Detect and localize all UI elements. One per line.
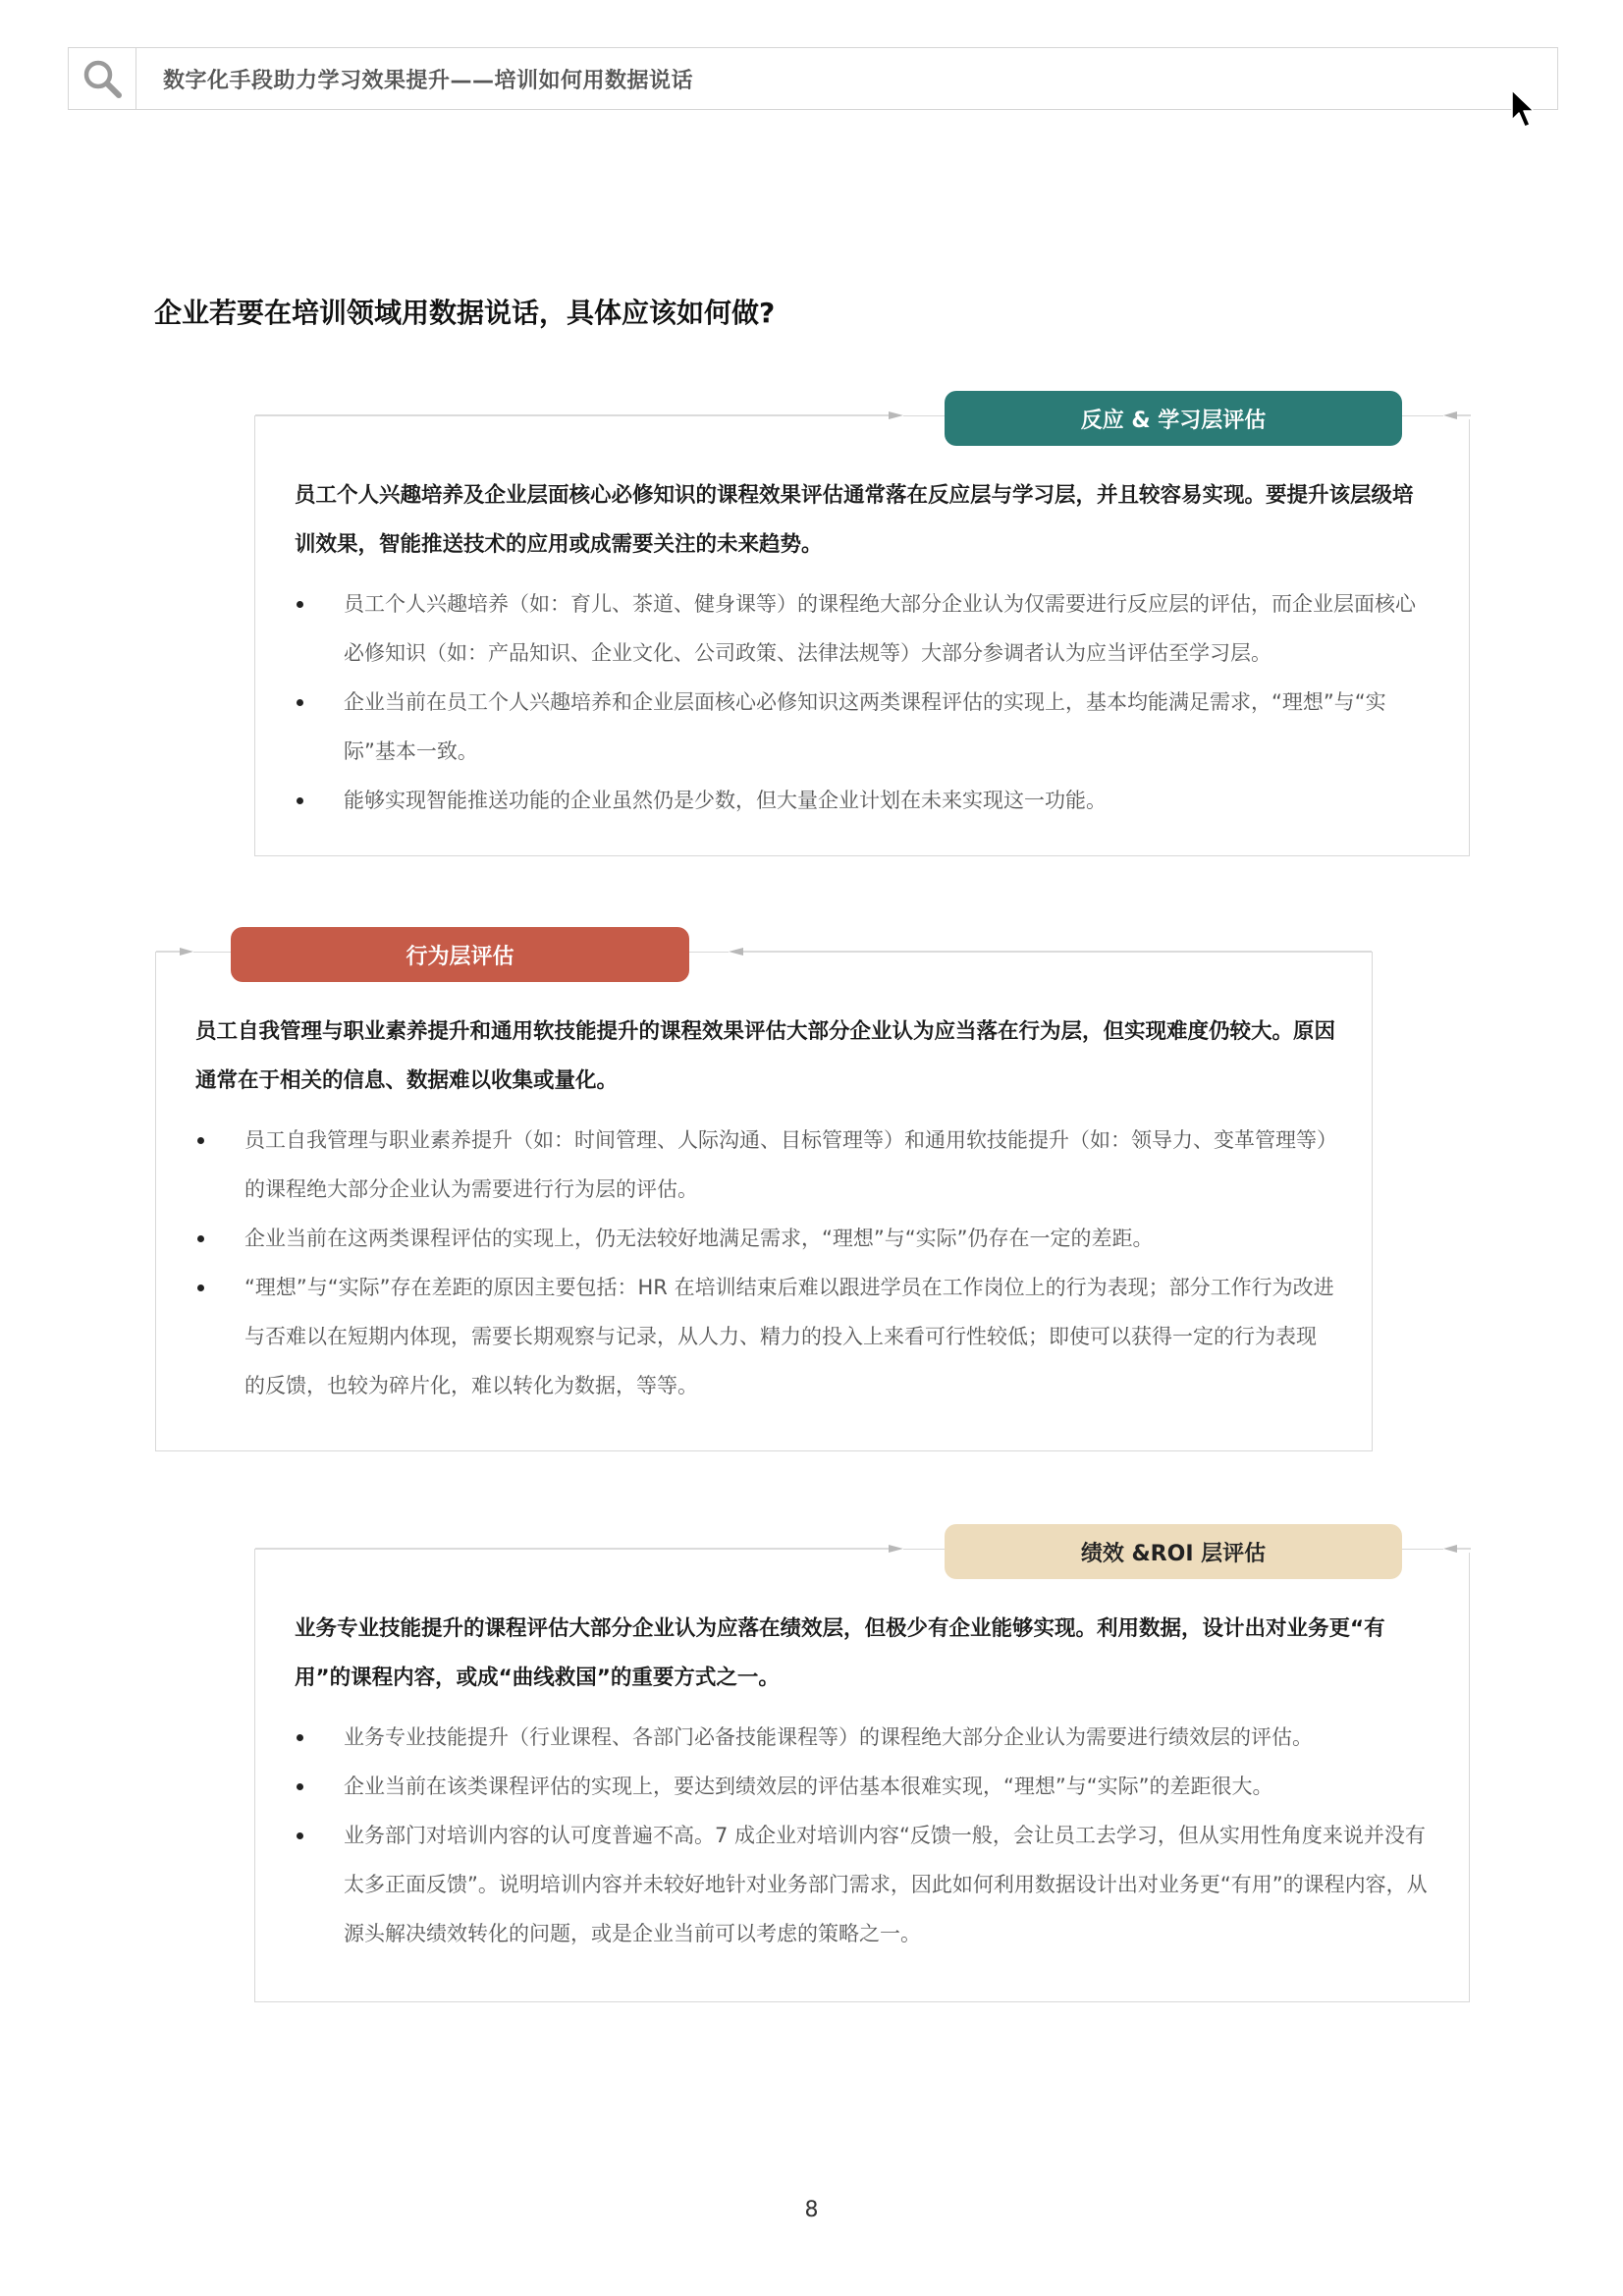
arrow-right-icon <box>255 411 903 421</box>
search-icon <box>81 58 125 101</box>
arrow-left-icon <box>1443 411 1471 421</box>
bullet-text: 员工个人兴趣培养（如：育儿、茶道、健身课等）的课程绝大部分企业认为仅需要进行反应层的评估，而企业层面核心必修知识（如：产品知识、企业文化、公司政策、法律法规等）大部分参调者认为应当评估至学习层。 <box>344 592 1416 665</box>
mouse-pointer-icon <box>1510 88 1538 130</box>
bullet-list <box>295 579 1434 825</box>
bullet-item <box>295 579 1434 678</box>
bullet-dot <box>197 1137 204 1144</box>
bullet-item <box>295 678 1434 776</box>
bullet-text: 企业当前在该类课程评估的实现上，要达到绩效层的评估基本很难实现，“理想”与“实际”的差距很大。 <box>344 1775 1273 1798</box>
header-title: 数字化手段助力学习效果提升——培训如何用数据说话 <box>163 68 694 93</box>
arrow-left-icon <box>729 948 1372 957</box>
section-tab-behavior: 行为层评估 <box>231 927 689 982</box>
section-summary: 业务专业技能提升的课程评估大部分企业认为应落在绩效层，但极少有企业能够实现。利用数据，设计出对业务更“有用”的课程内容，或成“曲线救国”的重要方式之一。 <box>295 1616 1385 1690</box>
bullet-text: 企业当前在这两类课程评估的实现上，仍无法较好地满足需求，“理想”与“实际”仍存在一定的差距。 <box>244 1227 1154 1250</box>
connector-right <box>1443 411 1471 419</box>
connector-right <box>729 948 1372 956</box>
bullet-text: 能够实现智能推送功能的企业虽然仍是少数，但大量企业计划在未来实现这一功能。 <box>344 789 1107 812</box>
bullet-item <box>195 1214 1336 1263</box>
page-question: 企业若要在培训领域用数据说话，具体应该如何做? <box>154 297 776 329</box>
bullet-item <box>295 1811 1434 1958</box>
page-number: 8 <box>804 2198 819 2222</box>
section-tab-performance-roi: 绩效 &ROI 层评估 <box>945 1524 1402 1579</box>
connector-right <box>1443 1545 1471 1553</box>
bullet-dot <box>197 1235 204 1242</box>
connector-left <box>156 948 193 956</box>
bullet-dot <box>297 797 303 804</box>
bullet-text: 企业当前在员工个人兴趣培养和企业层面核心必修知识这两类课程评估的实现上，基本均能满足需求，“理想”与“实际”基本一致。 <box>344 690 1386 763</box>
arrow-right-icon <box>156 948 193 957</box>
connector-left <box>255 1545 903 1553</box>
bullet-text: “理想”与“实际”存在差距的原因主要包括：HR 在培训结束后难以跟进学员在工作岗位上的行为表现；部分工作行为改进与否难以在短期内体现，需要长期观察与记录，从人力、精力的投入上来看可行性较低；即使可以获得一定的行为表现的反馈，也较为碎片化，难以转化为数据，等等。 <box>244 1276 1334 1397</box>
section-summary: 员工自我管理与职业素养提升和通用软技能提升的课程效果评估大部分企业认为应当落在行为层，但实现难度仍较大。原因通常在于相关的信息、数据难以收集或量化。 <box>195 1019 1336 1093</box>
document-header <box>68 47 1558 110</box>
arrow-right-icon <box>255 1545 903 1555</box>
section-tab-reaction-learning: 反应 & 学习层评估 <box>945 391 1402 446</box>
bullet-list <box>195 1116 1336 1410</box>
bullet-dot <box>297 601 303 608</box>
bullet-text: 业务专业技能提升（行业课程、各部门必备技能课程等）的课程绝大部分企业认为需要进行绩效层的评估。 <box>344 1725 1313 1749</box>
bullet-dot <box>197 1285 204 1291</box>
bullet-item <box>295 1762 1434 1811</box>
header-icon-cell <box>69 48 136 109</box>
bullet-text: 员工自我管理与职业素养提升（如：时间管理、人际沟通、目标管理等）和通用软技能提升（如：领导力、变革管理等）的课程绝大部分企业认为需要进行行为层的评估。 <box>244 1128 1327 1201</box>
section-performance-roi <box>254 1549 1470 2002</box>
section-reaction-learning <box>254 415 1470 856</box>
bullet-dot <box>297 1832 303 1839</box>
bullet-item <box>195 1263 1336 1410</box>
section-summary: 员工个人兴趣培养及企业层面核心必修知识的课程效果评估通常落在反应层与学习层，并且较容易实现。要提升该层级培训效果，智能推送技术的应用或成需要关注的未来趋势。 <box>295 483 1414 557</box>
bullet-text: 业务部门对培训内容的认可度普遍不高。7 成企业对培训内容“反馈一般，会让员工去学习，但从实用性角度来说并没有太多正面反馈”。说明培训内容并未较好地针对业务部门需求，因此如何利用数据设计出对业务更“有用”的课程内容，从源头解决绩效转化的问题，或是企业当前可以考虑的策略之一。 <box>344 1824 1428 1945</box>
bullet-dot <box>297 699 303 706</box>
bullet-item <box>295 1713 1434 1762</box>
bullet-list <box>295 1713 1434 1958</box>
section-behavior <box>155 952 1373 1451</box>
arrow-left-icon <box>1443 1545 1471 1555</box>
connector-left <box>255 411 903 419</box>
bullet-dot <box>297 1783 303 1790</box>
bullet-dot <box>297 1734 303 1741</box>
bullet-item <box>295 776 1434 825</box>
bullet-item <box>195 1116 1336 1214</box>
